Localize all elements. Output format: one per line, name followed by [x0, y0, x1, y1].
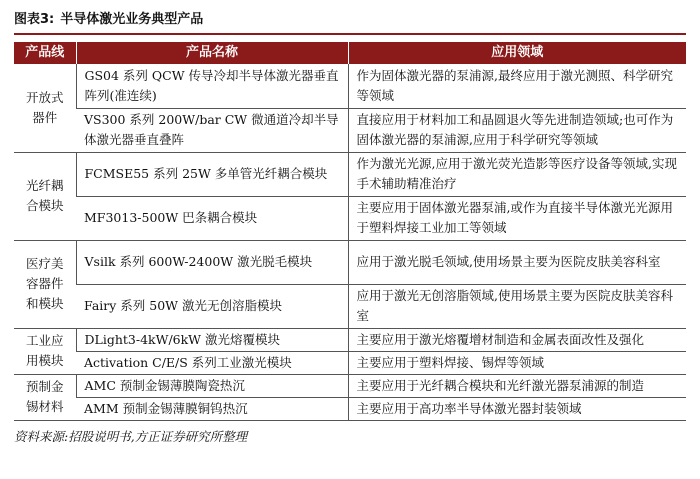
header-application: 应用领域 — [348, 42, 686, 64]
product-cell: Fairy 系列 50W 激光无创溶脂模块 — [76, 284, 348, 328]
table-row — [14, 196, 686, 240]
product-table — [14, 42, 686, 421]
category-cell — [14, 152, 76, 240]
caption-title: 半导体激光业务典型产品 — [60, 12, 204, 27]
category-line: 工业应 — [25, 333, 64, 348]
product-cell: AMM 预制金锡薄膜铜钨热沉 — [76, 397, 348, 420]
category-line: 锡材料 — [25, 399, 64, 414]
application-cell: 作为固体激光器的泵浦源,最终应用于激光测照、科学研究等领域 — [348, 64, 686, 108]
table-row — [14, 328, 686, 351]
product-cell: VS300 系列 200W/bar CW 微通道冷却半导体激光器垂直叠阵 — [76, 108, 348, 152]
table-row — [14, 374, 686, 397]
category-line: 合模块 — [25, 198, 64, 213]
header-category: 产品线 — [14, 42, 76, 64]
category-line: 医疗美 — [25, 256, 64, 271]
category-cell — [14, 374, 76, 420]
category-cell — [14, 64, 76, 152]
product-cell: AMC 预制金锡薄膜陶瓷热沉 — [76, 374, 348, 397]
table-row — [14, 351, 686, 374]
category-line: 光纤耦 — [25, 178, 64, 193]
category-line: 容器件 — [25, 276, 64, 291]
table-row — [14, 152, 686, 196]
category-cell — [14, 240, 76, 328]
category-line: 用模块 — [25, 353, 64, 368]
table-row — [14, 64, 686, 108]
table-row — [14, 397, 686, 420]
product-cell: GS04 系列 QCW 传导冷却半导体激光器垂直阵列(准连续) — [76, 64, 348, 108]
product-cell: FCMSE55 系列 25W 多单管光纤耦合模块 — [76, 152, 348, 196]
category-line: 和模块 — [25, 296, 64, 311]
table-row — [14, 240, 686, 284]
application-cell: 主要应用于塑料焊接、锡焊等领域 — [348, 351, 686, 374]
header-row — [14, 42, 686, 64]
table-caption — [14, 10, 686, 35]
product-cell: DLight3-4kW/6kW 激光熔覆模块 — [76, 328, 348, 351]
category-line: 开放式 — [25, 89, 64, 105]
source-note: 资料来源:招股说明书,方正证券研究所整理 — [14, 429, 248, 444]
application-cell: 主要应用于固体激光器泵浦,或作为直接半导体激光光源用于塑料焊接工业加工等领域 — [348, 196, 686, 240]
table-row — [14, 108, 686, 152]
product-cell: Vsilk 系列 600W-2400W 激光脱毛模块 — [76, 240, 348, 284]
product-cell: Activation C/E/S 系列工业激光模块 — [76, 351, 348, 374]
header-product: 产品名称 — [76, 42, 348, 64]
application-cell: 直接应用于材料加工和晶圆退火等先进制造领域;也可作为固体激光器的泵浦源,应用于科学研究等领域 — [348, 108, 686, 152]
application-cell: 主要应用于激光熔覆增材制造和金属表面改性及强化 — [348, 328, 686, 351]
application-cell: 主要应用于高功率半导体激光器封装领域 — [348, 397, 686, 420]
application-cell: 应用于激光无创溶脂领域,使用场景主要为医院皮肤美容科室 — [348, 284, 686, 328]
product-cell: MF3013-500W 巴条耦合模块 — [76, 196, 348, 240]
table-row — [14, 284, 686, 328]
category-line: 器件 — [32, 109, 58, 125]
application-cell: 作为激光光源,应用于激光荧光造影等医疗设备等领域,实现手术辅助精准治疗 — [348, 152, 686, 196]
caption-label: 图表3: — [14, 12, 55, 27]
application-cell: 应用于激光脱毛领域,使用场景主要为医院皮肤美容科室 — [348, 240, 686, 284]
application-cell: 主要应用于光纤耦合模块和光纤激光器泵浦源的制造 — [348, 374, 686, 397]
category-cell — [14, 328, 76, 374]
category-line: 预制金 — [25, 379, 64, 394]
